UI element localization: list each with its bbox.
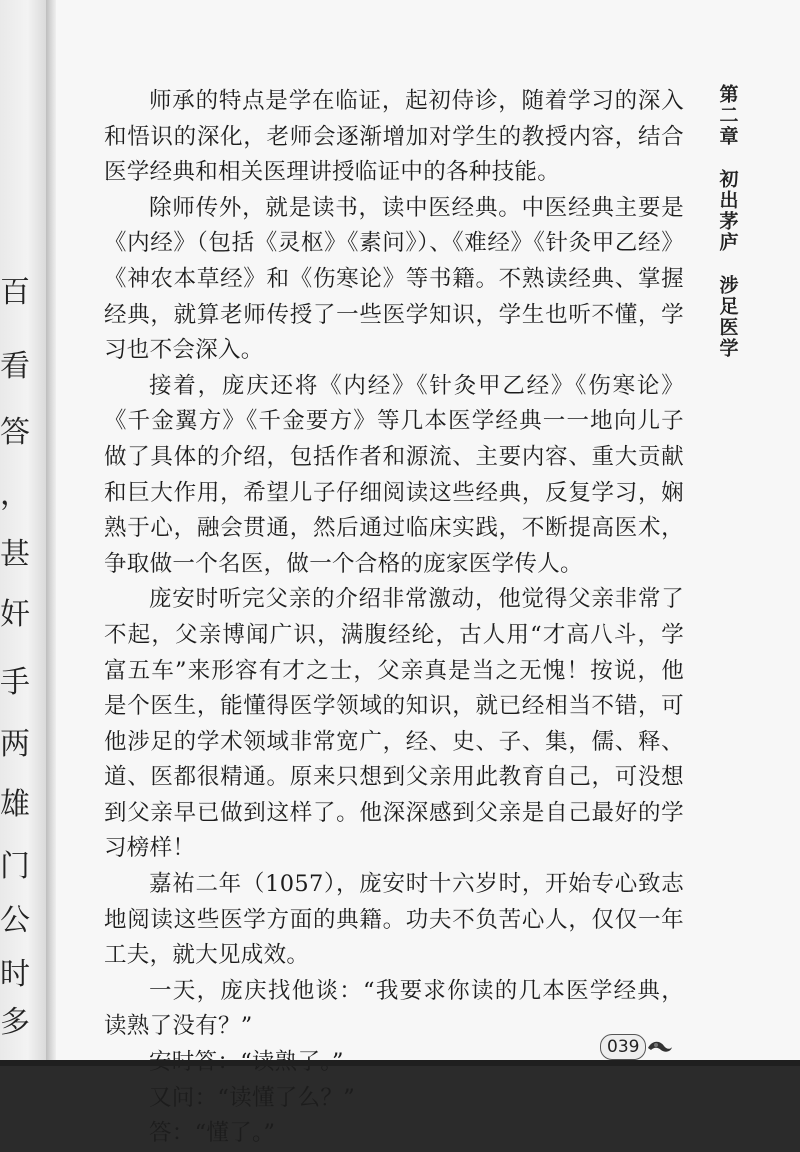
left-page-char: 答 bbox=[0, 415, 30, 450]
book-gutter bbox=[46, 0, 56, 1066]
left-page-char: 两 bbox=[0, 727, 30, 762]
left-page-char: 多 bbox=[0, 1005, 30, 1040]
paragraph: 嘉祐二年（1057），庞安时十六岁时，开始专心致志地阅读这些医学方面的典籍。功夫不负苦心人，仅仅一年工夫，就大见成效。 bbox=[104, 871, 684, 969]
left-page-char: 公 bbox=[0, 903, 30, 938]
paragraph: 接着，庞庆还将《内经》《针灸甲乙经》《伤寒论》《千金翼方》《千金要方》等几本医学经典一一地向儿子做了具体的介绍，包括作者和源流、主要内容、重大贡献和巨大作用，希望儿子仔细阅读这些经典，反复学习，娴熟于心，融会贯通，然后通过临床实践，不断提高医术，争取做一个名医，做一个合格的庞家医学传人。 bbox=[104, 372, 684, 577]
paragraph: 一天，庞庆找他谈：“我要求你读的几本医学经典，读熟了没有？” bbox=[104, 977, 684, 1040]
left-page-char: 百 bbox=[0, 275, 30, 310]
page-number: 039 bbox=[600, 1034, 646, 1060]
running-head bbox=[708, 84, 748, 359]
paragraph: 师承的特点是学在临证，起初侍诊，随着学习的深入和悟识的深化，老师会逐渐增加对学生的教授内容，结合医学经典和相关医理讲授临证中的各种技能。 bbox=[104, 88, 684, 186]
paragraph: 庞安时听完父亲的介绍非常激动，他觉得父亲非常了不起，父亲博闻广识，满腹经纶，古人用“才高八斗，学富五车”来形容有才之士，父亲真是当之无愧！按说，他是个医生，能懂得医学领域的知识，就已经相当不错，可他涉足的学术领域非常宽广，经、史、子、集，儒、释、道、医都很精通。原来只想到父亲用此教育自己，可没想到父亲早已做到这样了。他深深感到父亲是自己最好的学习榜样！ bbox=[104, 586, 684, 862]
left-page-char: 看 bbox=[0, 349, 30, 384]
left-page-char: 奸 bbox=[0, 597, 30, 632]
paragraph: 答：“懂了。” bbox=[149, 1120, 276, 1147]
left-page-char: 时 bbox=[0, 957, 30, 992]
paragraph: 除师传外，就是读书，读中医经典。中医经典主要是《内经》（包括《灵枢》《素问》）、《难经》《针灸甲乙经》《神农本草经》和《伤寒论》等书籍。不熟读经典、掌握经典，就算老师传授了一些医学知识，学生也听不懂，学习也不会深入。 bbox=[104, 194, 684, 364]
left-page-char: 手 bbox=[0, 665, 30, 700]
left-page-char: 门 bbox=[0, 849, 30, 884]
paragraph: 又问：“读懂了么？” bbox=[149, 1084, 356, 1111]
book-page bbox=[56, 0, 800, 1147]
chapter-title-part: 初出茅庐 bbox=[716, 169, 739, 253]
left-page-char: ， bbox=[0, 477, 30, 512]
chapter-label: 第二章 bbox=[716, 84, 739, 147]
page-ornament-icon bbox=[646, 1038, 674, 1054]
body-text bbox=[104, 84, 684, 1152]
page-edge-shadow bbox=[0, 1060, 800, 1066]
left-page-char: 甚 bbox=[0, 537, 30, 572]
left-facing-page bbox=[0, 0, 46, 1066]
left-page-char: 雄 bbox=[0, 787, 30, 822]
chapter-title-part: 涉足医学 bbox=[716, 275, 739, 359]
